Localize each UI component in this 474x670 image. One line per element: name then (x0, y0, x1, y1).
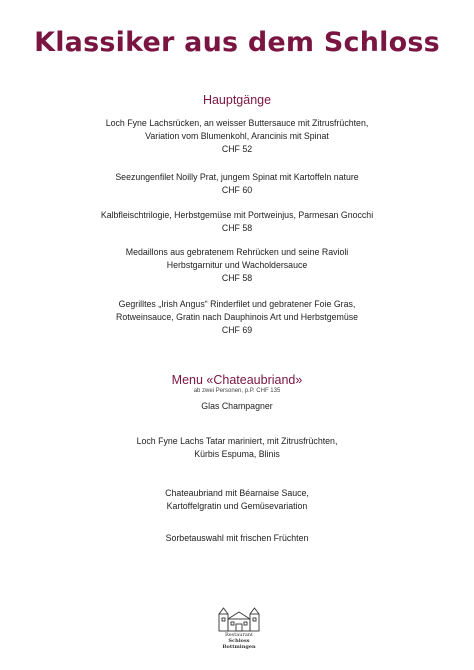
dish-line: Medaillons aus gebratenem Rehrücken und seine Ravioli (125, 247, 349, 257)
menu-course (0, 400, 474, 413)
dish-line: Herbstgarnitur und Wacholdersauce (166, 260, 308, 270)
logo-line: Schloss (228, 638, 250, 644)
course-line: Glas Champagner (201, 401, 273, 411)
dish-price: CHF 58 (221, 273, 253, 283)
menu-course (0, 435, 474, 461)
castle-icon (216, 606, 262, 632)
page-title: Klassiker aus dem Schloss (34, 27, 440, 58)
dish-item (0, 209, 474, 235)
dish-line: Rotweinsauce, Gratin nach Dauphinois Art und Herbstgemüse (115, 312, 359, 322)
section-heading-menu: Menu «Chateaubriand» (171, 373, 303, 387)
dish-item (0, 117, 474, 156)
dish-item (0, 298, 474, 337)
dish-price: CHF 58 (221, 223, 253, 233)
dish-item (0, 246, 474, 285)
course-line: Kürbis Espuma, Blinis (194, 449, 280, 459)
course-line: Kartoffelgratin und Gemüsevariation (166, 501, 308, 511)
course-line: Sorbetauswahl mit frischen Früchten (165, 533, 309, 543)
dish-line: Gegrilltes „Irish Angus“ Rinderfilet und gebratener Foie Gras, (118, 299, 356, 309)
menu-note: ab zwei Personen, p.P. CHF 135 (193, 388, 281, 394)
dish-line: Kalbfleischtrilogie, Herbstgemüse mit Portweinjus, Parmesan Gnocchi (100, 210, 374, 220)
dish-price: CHF 52 (221, 144, 253, 154)
dish-price: CHF 60 (221, 185, 253, 195)
restaurant-logo (211, 606, 267, 662)
menu-course (0, 532, 474, 545)
dish-line: Seezungenfilet Noilly Prat, jungem Spinat mit Kartoffeln nature (115, 172, 359, 182)
logo-line: Bottmingen (222, 644, 256, 650)
dish-price: CHF 69 (221, 325, 253, 335)
course-line: Chateaubriand mit Béarnaise Sauce, (165, 488, 309, 498)
course-line: Loch Fyne Lachs Tatar mariniert, mit Zitrusfrüchten, (136, 436, 338, 446)
dish-line: Loch Fyne Lachsrücken, an weisser Buttersauce mit Zitrusfrüchten, (105, 118, 369, 128)
menu-course (0, 487, 474, 513)
dish-item (0, 171, 474, 197)
section-heading-hauptgaenge: Hauptgänge (202, 93, 272, 107)
logo-line: Restaurant (224, 632, 254, 638)
dish-line: Variation vom Blumenkohl, Arancinis mit Spinat (145, 131, 329, 141)
